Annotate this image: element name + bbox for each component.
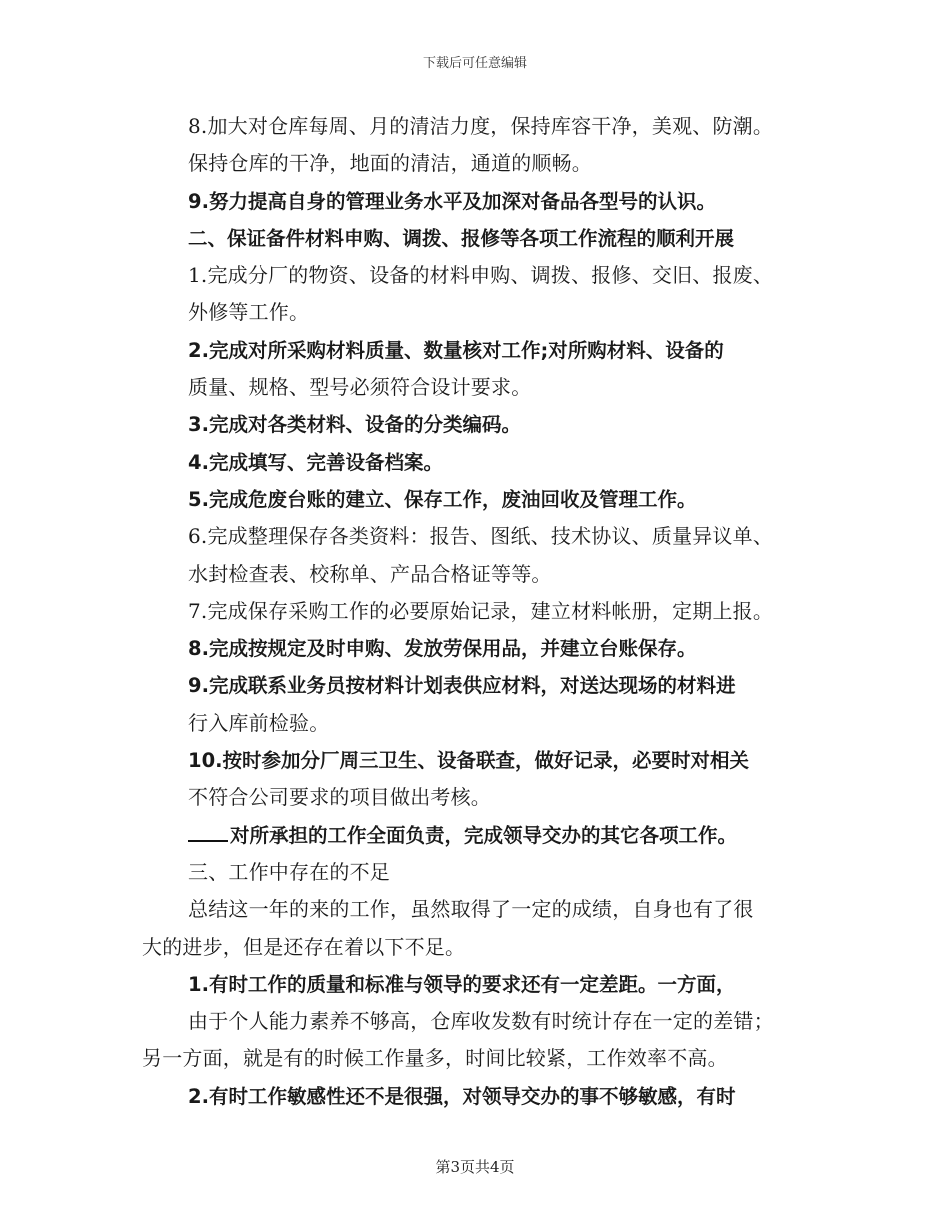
text-line: 1.完成分厂的物资、设备的材料申购、调拨、报修、交旧、报废、 bbox=[188, 263, 774, 288]
text-line: 3.完成对各类材料、设备的分类编码。 bbox=[188, 413, 521, 437]
text-line-content: 对所承担的工作全面负责，完成领导交办的其它各项工作。 bbox=[230, 823, 738, 847]
text-line: 质量、规格、型号必须符合设计要求。 bbox=[188, 375, 532, 400]
text-line: 2.完成对所采购材料质量、数量核对工作;对所购材料、设备的 bbox=[188, 338, 724, 362]
blank-underline bbox=[188, 822, 228, 842]
text-line: 不符合公司要求的项目做出考核。 bbox=[188, 785, 491, 810]
document-body bbox=[142, 108, 822, 1115]
text-line: 9.努力提高自身的管理业务水平及加深对备品各型号的认识。 bbox=[188, 189, 716, 213]
text-line bbox=[142, 817, 822, 854]
text-line: 1.有时工作的质量和标准与领导的要求还有一定差距。一方面， bbox=[188, 972, 736, 996]
text-line: 9.完成联系业务员按材料计划表供应材料，对送达现场的材料进 bbox=[188, 674, 736, 698]
text-line: 由于个人能力素养不够高，仓库收发数有时统计存在一定的差错； bbox=[188, 1009, 774, 1034]
page-header: 下载后可任意编辑 bbox=[422, 56, 527, 71]
text-line: 2.有时工作敏感性还不是很强，对领导交办的事不够敏感，有时 bbox=[188, 1084, 736, 1108]
text-line: 保持仓库的干净，地面的清洁，通道的顺畅。 bbox=[188, 151, 592, 176]
section-heading: 三、工作中存在的不足 bbox=[188, 859, 390, 884]
text-line: 8.完成按规定及时申购、发放劳保用品，并建立台账保存。 bbox=[188, 637, 697, 661]
text-line: 7.完成保存采购工作的必要原始记录，建立材料帐册，定期上报。 bbox=[188, 598, 774, 623]
section-heading: 二、保证备件材料申购、调拨、报修等各项工作流程的顺利开展 bbox=[188, 226, 735, 250]
text-line: 5.完成危废台账的建立、保存工作，废油回收及管理工作。 bbox=[188, 487, 697, 511]
page-footer: 第3页共4页 bbox=[435, 1158, 515, 1176]
text-line: 4.完成填写、完善设备档案。 bbox=[188, 450, 443, 474]
text-line: 外修等工作。 bbox=[188, 300, 310, 325]
text-line: 行入库前检验。 bbox=[188, 710, 330, 735]
text-line: 8.加大对仓库每周、月的清洁力度，保持库容干净，美观、防潮。 bbox=[188, 114, 774, 138]
text-line: 另一方面，就是有的时候工作量多，时间比较紧，工作效率不高。 bbox=[142, 1046, 728, 1071]
text-line: 10.按时参加分厂周三卫生、设备联查，做好记录，必要时对相关 bbox=[188, 749, 750, 773]
text-line: 总结这一年的来的工作，虽然取得了一定的成绩，自身也有了很 bbox=[188, 897, 754, 922]
text-line: 6.完成整理保存各类资料：报告、图纸、技术协议、质量异议单、 bbox=[188, 524, 774, 549]
text-line: 大的进步，但是还存在着以下不足。 bbox=[142, 934, 466, 959]
text-line: 水封检查表、校称单、产品合格证等等。 bbox=[188, 561, 552, 586]
